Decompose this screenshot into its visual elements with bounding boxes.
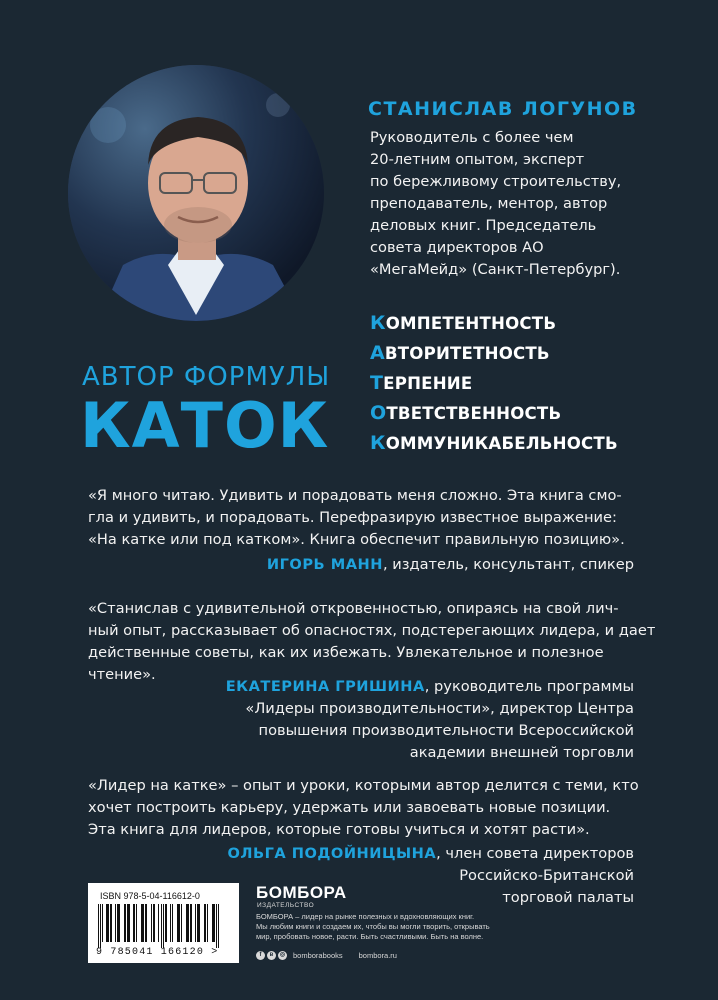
reviewer-role-line: торговой палаты [502, 889, 634, 906]
barcode-bar [158, 904, 159, 942]
barcode-bar [216, 904, 217, 948]
barcode-bar [106, 904, 109, 942]
barcode-bars [96, 904, 234, 948]
isbn: ISBN 978-5-04-116612-0 [100, 891, 200, 901]
barcode-bar [145, 904, 147, 942]
barcode-bar [163, 904, 164, 948]
publisher-text-line: Мы любим книги и создаем их, чтобы вы могли творить, открывать [256, 922, 490, 932]
review-line: «На катке или под катком». Книга обеспечит правильную позицию». [88, 531, 625, 548]
publisher-description [256, 912, 490, 943]
author-bio-line: преподаватель, ментор, автор [370, 195, 608, 212]
review-quote [88, 485, 636, 551]
review-line: чтение». [88, 666, 156, 683]
publisher-site[interactable]: bombora.ru [358, 950, 397, 960]
reviewer-role-line: академии внешней торговли [409, 744, 634, 761]
barcode-bar [110, 904, 112, 942]
review-quote [88, 598, 656, 686]
publisher-logo: БОМБОРА [256, 883, 347, 902]
barcode-bar [177, 904, 180, 942]
reviewer-role-line: «Лидеры производительности», директор Центра [245, 700, 634, 717]
review-signature [267, 554, 634, 576]
reviewer-name: ОЛЬГА ПОДОЙНИЦЫНА [227, 845, 437, 862]
barcode-bar [181, 904, 182, 942]
review-line: хочет построить карьеру, удержать или завоевать новые позиции. [88, 799, 611, 816]
barcode-bar [153, 904, 155, 942]
review-line: «Лидер на катке» – опыт и уроки, которыми автор делится с теми, кто [88, 777, 639, 794]
barcode-bar [133, 904, 135, 942]
barcode-bar [218, 904, 219, 948]
acrostic-initial: К [370, 312, 386, 334]
social-icons [256, 951, 287, 960]
barcode-bar [124, 904, 126, 942]
review-line: действенные советы, как их избежать. Увлекательное и полезное [88, 644, 604, 661]
acrostic-initial: А [370, 342, 385, 364]
acrostic-line [370, 308, 618, 338]
acrostic-initial: К [370, 432, 386, 454]
review-line: Эта книга для лидеров, которые готовы учиться и хотят расти». [88, 821, 590, 838]
acrostic-rest: ВТОРИТЕТНОСТЬ [384, 344, 550, 363]
barcode-bar [165, 904, 167, 942]
barcode-bar [161, 904, 162, 948]
reviewer-role: , руководитель программы [424, 678, 634, 695]
author-name: СТАНИСЛАВ ЛОГУНОВ [368, 98, 638, 120]
barcode-digits: 9 785041 166120 > [96, 947, 219, 958]
author-photo [68, 65, 324, 321]
social-network-icon[interactable]: f [256, 951, 265, 960]
acrostic-rest: ОММУНИКАБЕЛЬНОСТЬ [385, 434, 618, 453]
barcode-bar [151, 904, 152, 942]
author-bio [370, 127, 670, 281]
author-bio-line: Руководитель с более чем [370, 129, 574, 146]
barcode-bar [170, 904, 171, 942]
barcode-bar [212, 904, 215, 942]
review-line: «Я много читаю. Удивить и порадовать меня сложно. Эта книга смо- [88, 487, 622, 504]
review-line: гла и удивить, и порадовать. Перефразирую известное выражение: [88, 509, 617, 526]
instagram-icon[interactable]: ◎ [279, 951, 286, 958]
acrostic-initial: Т [370, 372, 384, 394]
barcode-bar [117, 904, 120, 942]
review-line: «Станислав с удивительной откровенностью, опираясь на свой лич- [88, 600, 619, 617]
publisher-subtitle: ИЗДАТЕЛЬСТВО [257, 902, 315, 909]
formula-label: АВТОР ФОРМУЛЫ [82, 362, 331, 392]
reviewer-name: ИГОРЬ МАНН [266, 556, 383, 573]
review-signature [226, 676, 634, 764]
barcode-bar [127, 904, 130, 942]
barcode-bar [98, 904, 99, 948]
barcode-bar [100, 904, 101, 948]
barcode-bar [195, 904, 196, 942]
publisher-text-line: БОМБОРА – лидер на рынке полезных и вдохновляющих книг. [256, 912, 475, 921]
acrostic-initial: О [370, 402, 387, 424]
barcode-bar [197, 904, 200, 942]
social-handle[interactable]: bomborabooks [293, 950, 343, 960]
barcode-bar [190, 904, 192, 942]
author-bio-line: «МегаМейд» (Санкт-Петербург). [370, 261, 621, 278]
barcode-bar [141, 904, 144, 942]
reviewer-role: , член совета директоров [436, 845, 634, 862]
author-bio-line: деловых книг. Председатель [370, 217, 597, 234]
publisher-text-line: мир, пробовать новое, расти. Быть счастливыми. Быть на волне. [256, 932, 484, 942]
barcode-bar [102, 904, 103, 942]
acrostic-line [370, 338, 618, 368]
acrostic-rest: ОМПЕТЕНТНОСТЬ [385, 314, 557, 333]
barcode-bar [207, 904, 208, 942]
review-line: ный опыт, рассказывает об опасностях, подстерегающих лидера, и дает [88, 622, 656, 639]
barcode-bar [186, 904, 189, 942]
acrostic-rest: ЕРПЕНИЕ [383, 374, 473, 393]
barcode-bar [172, 904, 173, 942]
reviewer-role-line: Российско-Британской [459, 867, 634, 884]
formula-word: КАТОК [80, 389, 330, 462]
barcode-bar [136, 904, 137, 942]
acrostic-line [370, 368, 618, 398]
author-bio-line: 20-летним опытом, эксперт [370, 151, 585, 168]
acrostic-line [370, 428, 618, 458]
publisher-social [256, 949, 397, 961]
barcode-bar [204, 904, 206, 942]
acrostic-rest: ТВЕТСТВЕННОСТЬ [386, 404, 562, 423]
barcode [88, 883, 239, 963]
reviewer-role: , издатель, консультант, спикер [383, 556, 634, 573]
acrostic-line [370, 398, 618, 428]
review-quote [88, 775, 639, 841]
vk-icon[interactable]: в [267, 951, 276, 960]
author-bio-line: совета директоров АО [370, 239, 544, 256]
reviewer-role-line: повышения производительности Всероссийской [258, 722, 634, 739]
reviewer-name: ЕКАТЕРИНА ГРИШИНА [225, 678, 425, 695]
author-bio-line: по бережливому строительству, [370, 173, 622, 190]
formula-acrostic [370, 308, 618, 458]
barcode-bar [115, 904, 116, 942]
